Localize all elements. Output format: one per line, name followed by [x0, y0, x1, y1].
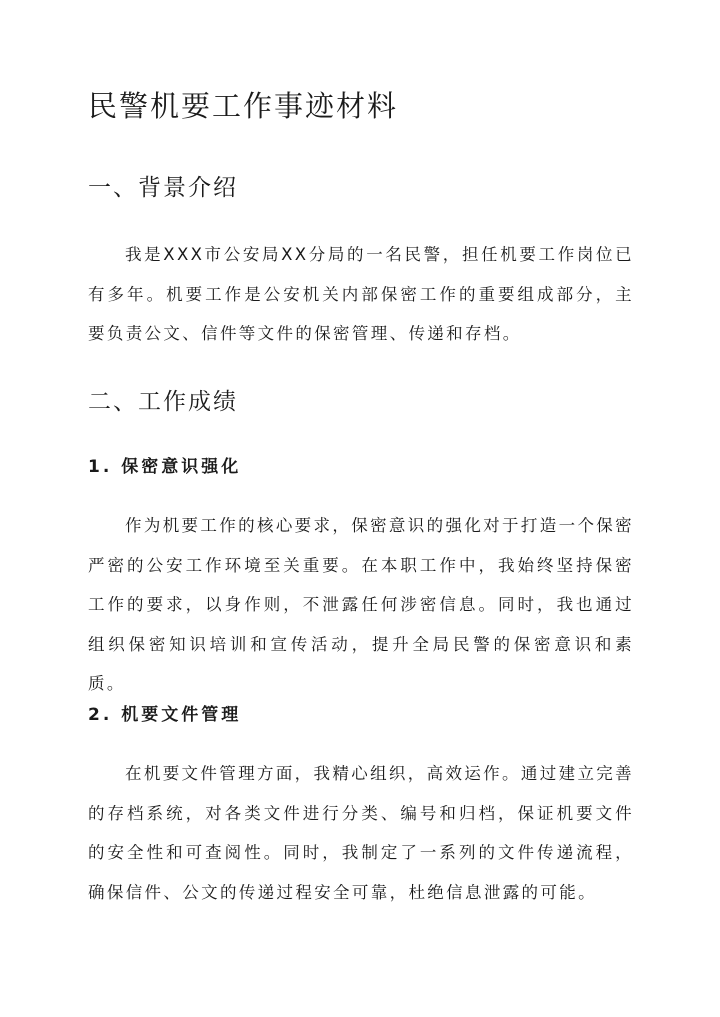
section-heading-achievements: 二、工作成绩: [88, 389, 238, 415]
subsection-heading-confidentiality: 1. 保密意识强化: [88, 457, 242, 477]
subsection-heading-file-management: 2. 机要文件管理: [88, 705, 242, 725]
paragraph-background: 我是XXX市公安局XX分局的一名民警，担任机要工作岗位已有多年。机要工作是公安机关内部保密工作的重要组成部分，主要负责公文、信件等文件的保密管理、传递和存档。: [88, 245, 634, 343]
section-heading-background: 一、背景介绍: [88, 175, 238, 201]
document-title: 民警机要工作事迹材料: [88, 89, 399, 123]
paragraph-confidentiality: 作为机要工作的核心要求，保密意识的强化对于打造一个保密严密的公安工作环境至关重要。在本职工作中，我始终坚持保密工作的要求，以身作则，不泄露任何涉密信息。同时，我也通过组织保密知识培训和宣传活动，提升全局民警的保密意识和素质。: [88, 516, 634, 693]
paragraph-file-management: 在机要文件管理方面，我精心组织，高效运作。通过建立完善的存档系统，对各类文件进行分类、编号和归档，保证机要文件的安全性和可查阅性。同时，我制定了一系列的文件传递流程，确保信件、公文的传递过程安全可靠，杜绝信息泄露的可能。: [88, 764, 634, 902]
